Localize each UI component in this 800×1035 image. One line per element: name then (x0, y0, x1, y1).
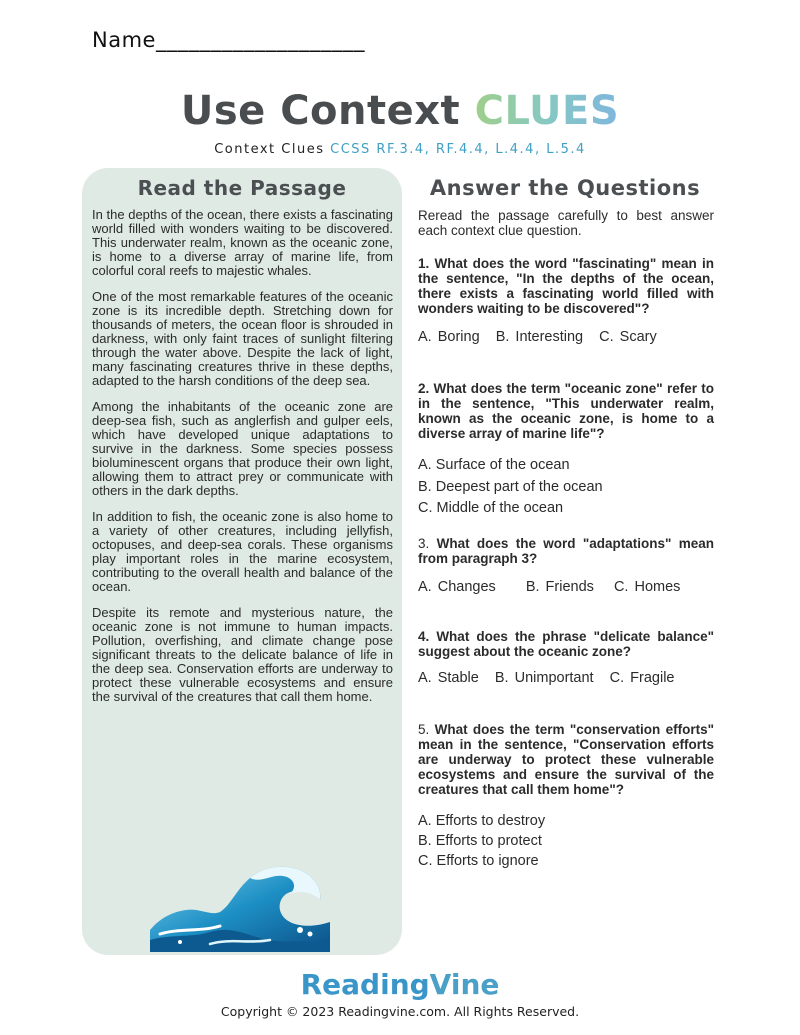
option-c[interactable]: C. Efforts to ignore (418, 852, 539, 869)
option-b[interactable]: B. Friends (525, 578, 594, 595)
name-label: Name (92, 28, 156, 52)
option-c[interactable]: C. Fragile (609, 669, 675, 686)
option-a[interactable]: A. Stable (418, 669, 479, 686)
answer-options (418, 811, 714, 871)
option-b[interactable]: B. Interesting (495, 329, 584, 345)
logo-reading: Reading (300, 968, 430, 1001)
question-text (418, 722, 714, 797)
passage-paragraph: One of the most remarkable features of the oceanic zone is its incredible depth. Stretching down for thousands of meters, the ocean floor is shrouded in darkness, with only faint traces of sunlight filtering through the water above. Despite the lack of light, many fascinating creatures thrive in these depths, adapted to the harsh conditions of the deep sea. (92, 289, 393, 388)
standards-label: CCSS RF.3.4, RF.4.4, L.4.4, L.5.4 (330, 142, 586, 157)
name-line (92, 28, 365, 52)
option-a[interactable]: A. Boring (418, 329, 480, 345)
subtitle (0, 142, 800, 157)
answer-options (418, 580, 714, 595)
option-a[interactable]: A. Changes (418, 578, 496, 595)
question-number: 5. (418, 721, 430, 737)
question-body: What does the word "adaptations" mean from paragraph 3? (418, 535, 714, 566)
question-number: 3. (418, 535, 430, 551)
question-1 (418, 256, 714, 345)
name-blank[interactable]: ___________________ (155, 28, 365, 52)
question-body: What does the term "conservation efforts" mean in the sentence, "Conservation efforts are underway to protect these vulnerable ecosystems and ensure the survival of the creatures that call them home"? (418, 721, 714, 797)
passage-paragraph: In addition to fish, the oceanic zone is also home to a variety of other creatures, including jellyfish, octopuses, and deep-sea corals. These organisms play important roles in the marine ecosystem, contributing to the overall health and balance of the ocean. (92, 509, 393, 594)
answer-heading: Answer the Questions (429, 176, 701, 200)
page-title (0, 88, 800, 134)
answer-options (418, 671, 714, 686)
question-2 (418, 381, 714, 520)
option-c[interactable]: C. Middle of the ocean (418, 500, 564, 516)
option-c[interactable]: C. Scary (599, 329, 657, 345)
question-5 (418, 722, 714, 871)
readingvine-logo (0, 968, 800, 1001)
option-b[interactable]: B. Efforts to protect (418, 832, 542, 849)
passage-paragraph: Among the inhabitants of the oceanic zone are deep-sea fish, such as anglerfish and gulper eels, which have developed unique adaptations to survive in the darkness. Some species possess bioluminescent organs that produce their own light, allowing them to attract prey or communicate with others in the dark depths. (92, 399, 393, 498)
instructions: Reread the passage carefully to best answer each context clue question. (418, 208, 714, 238)
option-b[interactable]: B. Unimportant (494, 669, 594, 686)
passage-paragraph: Despite its remote and mysterious nature, the oceanic zone is not immune to human impacts. Pollution, overfishing, and climate change pose significant threats to the delicate balance of life in the deep sea. Conservation efforts are underway to protect these vulnerable ecosystems and ensure the survival of the creatures that call them home. (92, 605, 393, 704)
logo-vine: Vine (429, 968, 500, 1001)
passage-paragraph: In the depths of the ocean, there exists a fascinating world filled with wonders waiting to be discovered. This underwater realm, known as the oceanic zone, is home to a diverse array of marine life, from colorful coral reefs to majestic whales. (92, 207, 393, 278)
passage-text (92, 208, 393, 716)
question-text (418, 536, 714, 566)
answer-options (418, 455, 714, 520)
ocean-wave-illustration (150, 860, 330, 952)
question-text: 1. What does the word "fascinating" mean in the sentence, "In the depths of the ocean, there exists a fascinating world filled with wonders waiting to be discovered"? (418, 256, 714, 316)
question-3 (418, 536, 714, 595)
title-main: Use Context (180, 88, 461, 134)
passage-heading: Read the Passage (137, 176, 347, 200)
question-text: 4. What does the phrase "delicate balance" suggest about the oceanic zone? (418, 628, 714, 659)
option-a[interactable]: A. Efforts to destroy (418, 812, 546, 829)
copyright-text: Copyright © 2023 Readingvine.com. All Rights Reserved. (220, 1004, 580, 1019)
option-c[interactable]: C. Homes (613, 578, 681, 595)
title-accent: CLUES (474, 88, 620, 134)
question-4 (418, 629, 714, 686)
option-a[interactable]: A. Surface of the ocean (418, 457, 570, 473)
question-text: 2. What does the term "oceanic zone" refer to in the sentence, "This underwater realm, known as the oceanic zone, is home to a diverse array of marine life"? (418, 381, 714, 441)
questions-section (418, 208, 714, 871)
option-b[interactable]: B. Deepest part of the ocean (418, 478, 603, 495)
subtitle-prefix: Context Clues (214, 142, 325, 157)
answer-options (418, 330, 714, 345)
